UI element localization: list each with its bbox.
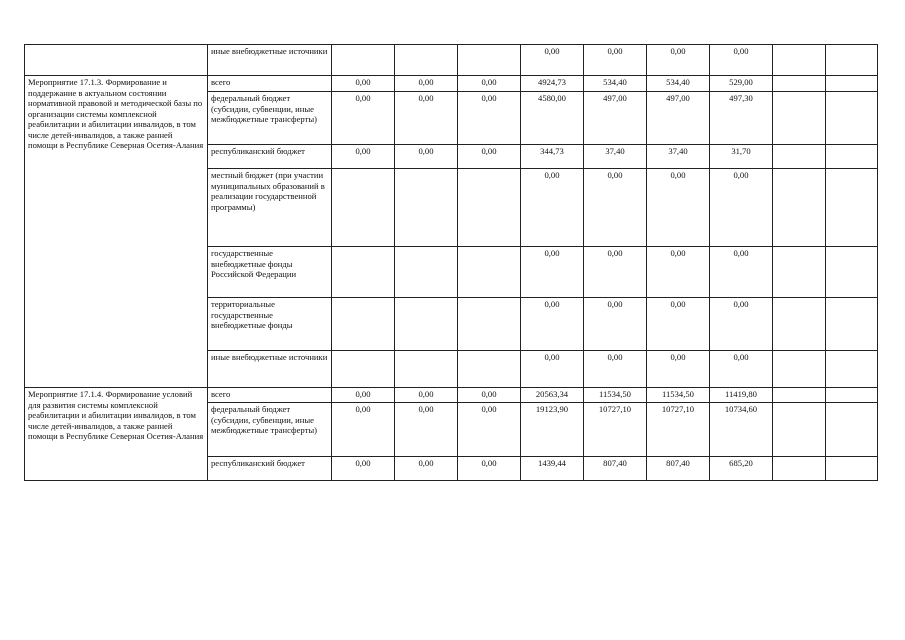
value-cell: 10727,10	[647, 403, 710, 457]
funding-source: иные внебюджетные источники	[208, 351, 332, 388]
value-cell: 0,00	[332, 145, 395, 169]
value-cell: 0,00	[710, 247, 773, 298]
value-cell	[826, 247, 878, 298]
value-cell: 0,00	[332, 457, 395, 481]
value-cell	[826, 169, 878, 247]
table-row	[25, 76, 878, 92]
value-cell: 0,00	[584, 298, 647, 351]
funding-source: государственные внебюджетные фонды Российской Федерации	[208, 247, 332, 298]
value-cell	[773, 457, 826, 481]
value-cell: 497,00	[647, 92, 710, 145]
value-cell: 0,00	[332, 388, 395, 403]
value-cell	[773, 145, 826, 169]
value-cell: 0,00	[458, 403, 521, 457]
value-cell: 0,00	[584, 351, 647, 388]
value-cell: 529,00	[710, 76, 773, 92]
value-cell: 37,40	[647, 145, 710, 169]
value-cell	[773, 92, 826, 145]
budget-table	[24, 44, 878, 481]
value-cell: 344,73	[521, 145, 584, 169]
value-cell: 0,00	[521, 169, 584, 247]
event-description: Мероприятие 17.1.4. Формирование условий для развития системы комплексной реабилитации и абилитации инвалидов, в том числе детей-инвалидов, а также ранней помощи в Республике Северная Осетия-Алания	[25, 388, 208, 481]
value-cell: 20563,34	[521, 388, 584, 403]
value-cell	[332, 247, 395, 298]
table-row	[25, 388, 878, 403]
value-cell: 4924,73	[521, 76, 584, 92]
value-cell: 0,00	[395, 388, 458, 403]
value-cell	[773, 298, 826, 351]
value-cell	[395, 351, 458, 388]
value-cell: 0,00	[584, 247, 647, 298]
value-cell	[395, 169, 458, 247]
value-cell: 10727,10	[584, 403, 647, 457]
value-cell: 0,00	[521, 247, 584, 298]
value-cell: 0,00	[710, 45, 773, 76]
value-cell	[773, 351, 826, 388]
funding-source: всего	[208, 388, 332, 403]
value-cell: 0,00	[458, 457, 521, 481]
funding-source: территориальные государственные внебюджетные фонды	[208, 298, 332, 351]
value-cell	[458, 298, 521, 351]
funding-source: республиканский бюджет	[208, 457, 332, 481]
value-cell: 497,00	[584, 92, 647, 145]
value-cell: 0,00	[395, 457, 458, 481]
value-cell	[773, 45, 826, 76]
value-cell: 807,40	[647, 457, 710, 481]
funding-source: федеральный бюджет (субсидии, субвенции, иные межбюджетные трансферты)	[208, 92, 332, 145]
funding-source: федеральный бюджет (субсидии, субвенции, иные межбюджетные трансферты)	[208, 403, 332, 457]
value-cell: 19123,90	[521, 403, 584, 457]
value-cell	[458, 45, 521, 76]
value-cell: 0,00	[332, 92, 395, 145]
value-cell	[826, 457, 878, 481]
funding-source: местный бюджет (при участии муниципальных образований в реализации государственной программы)	[208, 169, 332, 247]
value-cell: 0,00	[521, 45, 584, 76]
value-cell	[826, 76, 878, 92]
value-cell: 497,30	[710, 92, 773, 145]
value-cell: 0,00	[332, 76, 395, 92]
value-cell	[826, 92, 878, 145]
table-row	[25, 45, 878, 76]
value-cell	[826, 145, 878, 169]
value-cell: 1439,44	[521, 457, 584, 481]
value-cell	[332, 169, 395, 247]
value-cell: 0,00	[458, 145, 521, 169]
value-cell	[773, 247, 826, 298]
value-cell: 11534,50	[647, 388, 710, 403]
value-cell	[332, 45, 395, 76]
value-cell: 534,40	[584, 76, 647, 92]
value-cell: 0,00	[710, 169, 773, 247]
value-cell: 0,00	[647, 45, 710, 76]
funding-source: всего	[208, 76, 332, 92]
value-cell: 0,00	[458, 76, 521, 92]
value-cell: 4580,00	[521, 92, 584, 145]
value-cell	[458, 169, 521, 247]
value-cell: 0,00	[710, 351, 773, 388]
value-cell	[395, 45, 458, 76]
value-cell	[773, 403, 826, 457]
value-cell: 0,00	[332, 403, 395, 457]
value-cell	[458, 247, 521, 298]
value-cell	[773, 169, 826, 247]
value-cell: 0,00	[458, 92, 521, 145]
value-cell: 534,40	[647, 76, 710, 92]
value-cell: 0,00	[647, 351, 710, 388]
value-cell	[332, 351, 395, 388]
event-cell-empty	[25, 45, 208, 76]
value-cell	[826, 351, 878, 388]
value-cell: 0,00	[647, 298, 710, 351]
value-cell	[826, 45, 878, 76]
value-cell: 0,00	[395, 92, 458, 145]
value-cell: 685,20	[710, 457, 773, 481]
value-cell: 0,00	[710, 298, 773, 351]
value-cell: 0,00	[395, 403, 458, 457]
value-cell: 0,00	[521, 298, 584, 351]
value-cell	[826, 403, 878, 457]
value-cell	[826, 388, 878, 403]
value-cell: 37,40	[584, 145, 647, 169]
value-cell: 0,00	[647, 247, 710, 298]
value-cell: 0,00	[395, 145, 458, 169]
value-cell: 0,00	[458, 388, 521, 403]
funding-source: республиканский бюджет	[208, 145, 332, 169]
event-description: Мероприятие 17.1.3. Формирование и поддержание в актуальном состоянии нормативной правовой и методической базы по организации системы комплексной реабилитации и абилитации инвалидов, в том числе детей-инвалидов, а также ранней помощи в Республике Северная Осетия-Алания	[25, 76, 208, 388]
value-cell: 11534,50	[584, 388, 647, 403]
value-cell	[332, 298, 395, 351]
value-cell: 0,00	[647, 169, 710, 247]
value-cell: 31,70	[710, 145, 773, 169]
value-cell: 807,40	[584, 457, 647, 481]
value-cell: 0,00	[395, 76, 458, 92]
value-cell: 0,00	[584, 45, 647, 76]
value-cell	[395, 247, 458, 298]
value-cell	[395, 298, 458, 351]
value-cell: 0,00	[584, 169, 647, 247]
value-cell: 0,00	[521, 351, 584, 388]
value-cell: 10734,60	[710, 403, 773, 457]
value-cell	[826, 298, 878, 351]
value-cell	[773, 388, 826, 403]
value-cell: 11419,80	[710, 388, 773, 403]
funding-source: иные внебюджетные источники	[208, 45, 332, 76]
value-cell	[458, 351, 521, 388]
value-cell	[773, 76, 826, 92]
